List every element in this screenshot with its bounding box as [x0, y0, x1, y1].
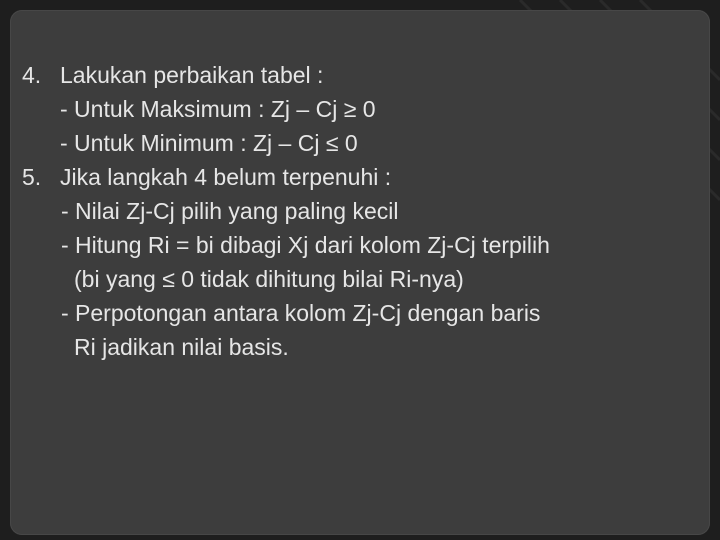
- list-item-text: Jika langkah 4 belum terpenuhi :: [60, 164, 392, 190]
- sub-item-text: - Perpotongan antara kolom Zj-Cj dengan baris: [61, 300, 541, 326]
- list-item-5: [22, 160, 702, 194]
- sub-item-text: - Untuk Maksimum : Zj – Cj ≥ 0: [60, 96, 376, 122]
- sub-item-nilai: [22, 194, 702, 228]
- sub-item-perpotongan: [22, 296, 702, 330]
- sub-item-minimum: [22, 126, 702, 160]
- sub-item-text: - Hitung Ri = bi dibagi Xj dari kolom Zj-Cj terpilih: [61, 232, 550, 258]
- list-number: 4.: [22, 62, 42, 88]
- list-item-4: [22, 58, 702, 92]
- sub-item-text: (bi yang ≤ 0 tidak dihitung bilai Ri-nya): [74, 266, 464, 292]
- sub-item-note: [22, 262, 702, 296]
- sub-item-text: - Nilai Zj-Cj pilih yang paling kecil: [61, 198, 399, 224]
- slide-body: [22, 58, 702, 364]
- sub-item-basis: [22, 330, 702, 364]
- sub-item-maksimum: [22, 92, 702, 126]
- list-item-text: Lakukan perbaikan tabel :: [60, 62, 324, 88]
- sub-item-text: - Untuk Minimum : Zj – Cj ≤ 0: [60, 130, 358, 156]
- sub-item-text: Ri jadikan nilai basis.: [74, 334, 289, 360]
- sub-item-hitung: [22, 228, 702, 262]
- list-number: 5.: [22, 164, 42, 190]
